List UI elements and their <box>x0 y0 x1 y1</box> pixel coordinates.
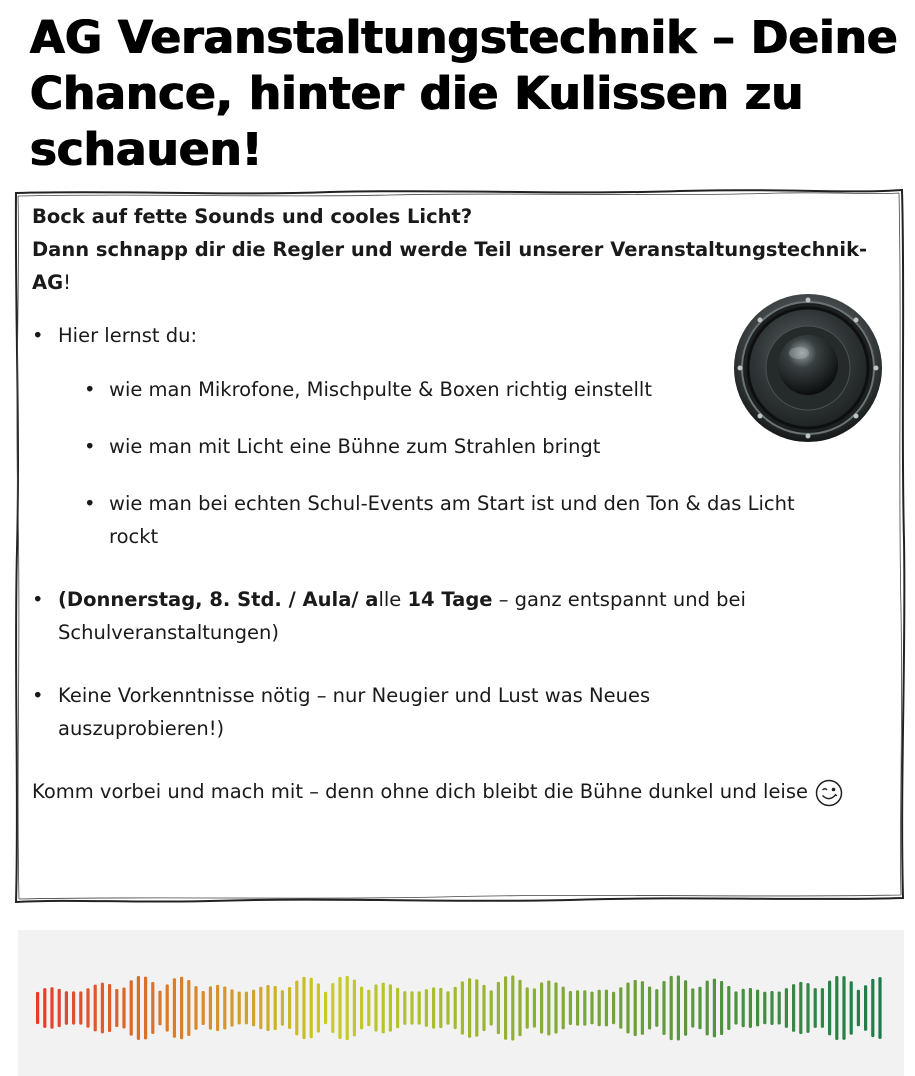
waveform-bar <box>173 978 176 1038</box>
waveform-bar <box>317 983 320 1032</box>
waveform-bar <box>554 982 557 1033</box>
waveform-bar <box>785 988 788 1028</box>
waveform-bar <box>360 987 363 1030</box>
waveform-bar <box>806 983 809 1033</box>
waveform-bar <box>734 991 737 1024</box>
waveform-bar <box>792 984 795 1032</box>
waveform-bar <box>770 991 773 1025</box>
speaker-image <box>733 293 883 443</box>
waveform-bar <box>842 976 845 1040</box>
waveform-bar <box>158 991 161 1026</box>
waveform-bar <box>324 992 327 1024</box>
waveform-bar <box>266 985 269 1031</box>
waveform-bar <box>338 977 341 1039</box>
schedule-bullet <box>32 583 798 649</box>
waveform-bar <box>684 980 687 1035</box>
waveform-bar <box>252 990 255 1027</box>
waveform-bar <box>230 989 233 1026</box>
waveform-bar <box>79 991 82 1024</box>
waveform-bar <box>238 992 241 1025</box>
waveform-bar <box>425 989 428 1027</box>
waveform-bar <box>151 982 154 1034</box>
waveform-bar <box>828 981 831 1036</box>
learn-item-1: • wie man Mikrofone, Mischpulte & Boxen richtig einstellt <box>84 373 872 406</box>
waveform-bar <box>511 975 514 1040</box>
waveform-bar <box>144 977 147 1040</box>
waveform-bar <box>619 987 622 1028</box>
waveform-bar <box>641 981 644 1035</box>
waveform-bar <box>58 989 61 1027</box>
waveform-bar <box>878 977 881 1039</box>
waveform-bar <box>727 986 730 1030</box>
waveform-bar <box>418 991 421 1024</box>
waveform-bar <box>677 976 680 1041</box>
schedule-part-2: lle <box>378 588 408 611</box>
waveform-bar <box>346 976 349 1040</box>
waveform-bar <box>202 991 205 1025</box>
waveform-bar <box>180 977 183 1040</box>
waveform-bar <box>65 991 68 1025</box>
waveform-bar <box>670 976 673 1040</box>
waveform-bar <box>598 990 601 1026</box>
waveform-bar <box>475 979 478 1036</box>
waveform-bar <box>187 980 190 1036</box>
waveform-bar <box>799 982 802 1034</box>
waveform-bar <box>742 989 745 1027</box>
waveform-bar <box>353 980 356 1037</box>
waveform-bar <box>468 978 471 1038</box>
waveform-bar <box>209 986 212 1029</box>
waveform-bar <box>389 984 392 1031</box>
waveform-bar <box>533 988 536 1027</box>
waveform-bar <box>504 976 507 1040</box>
waveform-bar <box>612 992 615 1024</box>
waveform-bar <box>691 988 694 1027</box>
waveform-bar <box>108 984 111 1032</box>
waveform-bar <box>446 991 449 1024</box>
waveform-bar <box>518 980 521 1037</box>
waveform-bar <box>439 988 442 1028</box>
waveform-bar <box>50 987 53 1028</box>
waveform-bar <box>281 990 284 1025</box>
waveform-bar <box>648 987 651 1030</box>
waveform-bar <box>482 985 485 1031</box>
waveform-bar <box>814 988 817 1028</box>
waveform-bar <box>454 987 457 1029</box>
waveform-bar <box>101 983 104 1034</box>
waveform-bar <box>526 987 529 1028</box>
waveform-bar <box>245 992 248 1025</box>
waveform-bar <box>403 991 406 1025</box>
waveform-bar <box>216 985 219 1031</box>
info-box <box>32 200 872 808</box>
waveform-bar <box>634 980 637 1036</box>
waveform-bar <box>295 981 298 1036</box>
waveform-bar <box>302 977 305 1039</box>
waveform-bar <box>86 988 89 1028</box>
intro-line-2-text: Dann schnapp dir die Regler und werde Teil unserer Veranstaltungstechnik-AG <box>32 238 868 294</box>
waveform-bar <box>115 989 118 1027</box>
waveform-bar <box>749 988 752 1028</box>
page-title: AG Veranstaltungstechnik – Deine Chance, hinter die Kulissen zu schauen! <box>30 11 898 176</box>
intro-line-2-end: ! <box>63 271 71 294</box>
waveform-bar <box>432 987 435 1028</box>
learn-item-2: • wie man mit Licht eine Bühne zum Strahlen bringt <box>84 430 872 463</box>
waveform-bar <box>540 982 543 1033</box>
waveform-bar <box>850 981 853 1034</box>
learn-heading: • Hier lernst du: <box>32 319 872 352</box>
waveform-bar <box>410 991 413 1024</box>
waveform-bar <box>655 989 658 1027</box>
waveform-bar <box>223 986 226 1029</box>
waveform-bar <box>583 990 586 1025</box>
requirements-bullet: • Keine Vorkenntnisse nötig – nur Neugier und Lust was Neues auszuprobieren!) <box>32 679 758 745</box>
waveform-bar <box>562 987 565 1030</box>
waveform-bar <box>288 987 291 1029</box>
waveform-bar <box>569 991 572 1025</box>
waveform-bar <box>713 979 716 1038</box>
waveform-bar <box>857 990 860 1027</box>
waveform-bar <box>835 976 838 1040</box>
learn-item-3: • wie man bei echten Schul-Events am Start ist und den Ton & das Licht rockt <box>84 487 809 553</box>
waveform-bar <box>576 990 579 1025</box>
schedule-part-1: (Donnerstag, 8. Std. / Aula/ a <box>58 588 379 611</box>
closing-text-body: Komm vorbei und mach mit – denn ohne dich bleibt die Bühne dunkel und leise <box>32 780 809 803</box>
waveform-bar <box>36 992 39 1024</box>
waveform-bar <box>331 983 334 1033</box>
waveform-bar <box>763 992 766 1024</box>
intro-line-2 <box>32 233 872 299</box>
waveform-bar <box>166 984 169 1031</box>
closing-text <box>32 775 852 808</box>
waveform-bar <box>756 990 759 1027</box>
waveform-bar <box>374 984 377 1031</box>
schedule-part-3: 14 Tage <box>407 588 493 611</box>
wink-emoji-icon <box>814 778 844 808</box>
waveform-bar <box>720 981 723 1035</box>
waveform-bar <box>662 981 665 1035</box>
waveform-bar <box>461 981 464 1034</box>
waveform-bar <box>698 987 701 1029</box>
waveform-bar <box>706 981 709 1036</box>
waveform-bar <box>310 978 313 1038</box>
waveform-bar <box>137 976 140 1040</box>
waveform-bar <box>396 988 399 1028</box>
waveform-bar <box>122 988 125 1029</box>
waveform-bar <box>94 985 97 1032</box>
waveform-bar <box>497 982 500 1034</box>
sound-waveform-panel <box>18 930 904 1076</box>
waveform-bar <box>871 979 874 1037</box>
waveform-bar <box>605 990 608 1027</box>
waveform-bar <box>490 990 493 1025</box>
intro-line-1: Bock auf fette Sounds und cooles Licht? <box>32 205 473 228</box>
schedule-part-4: – ganz entspannt und bei Schulveranstaltungen) <box>58 588 746 644</box>
waveform-bar <box>72 991 75 1024</box>
waveform-bar <box>274 986 277 1030</box>
waveform-bar <box>382 983 385 1034</box>
waveform-bar <box>367 990 370 1027</box>
waveform-bar <box>864 985 867 1031</box>
waveform-bar <box>590 992 593 1025</box>
waveform-bar <box>130 980 133 1035</box>
waveform-bar <box>547 980 550 1035</box>
waveform-bar <box>778 991 781 1024</box>
waveform-bar <box>194 986 197 1030</box>
waveform-bar <box>626 983 629 1034</box>
sound-waveform <box>18 930 904 1076</box>
waveform-bar <box>43 988 46 1028</box>
waveform-bar <box>259 987 262 1029</box>
waveform-bar <box>821 988 824 1028</box>
